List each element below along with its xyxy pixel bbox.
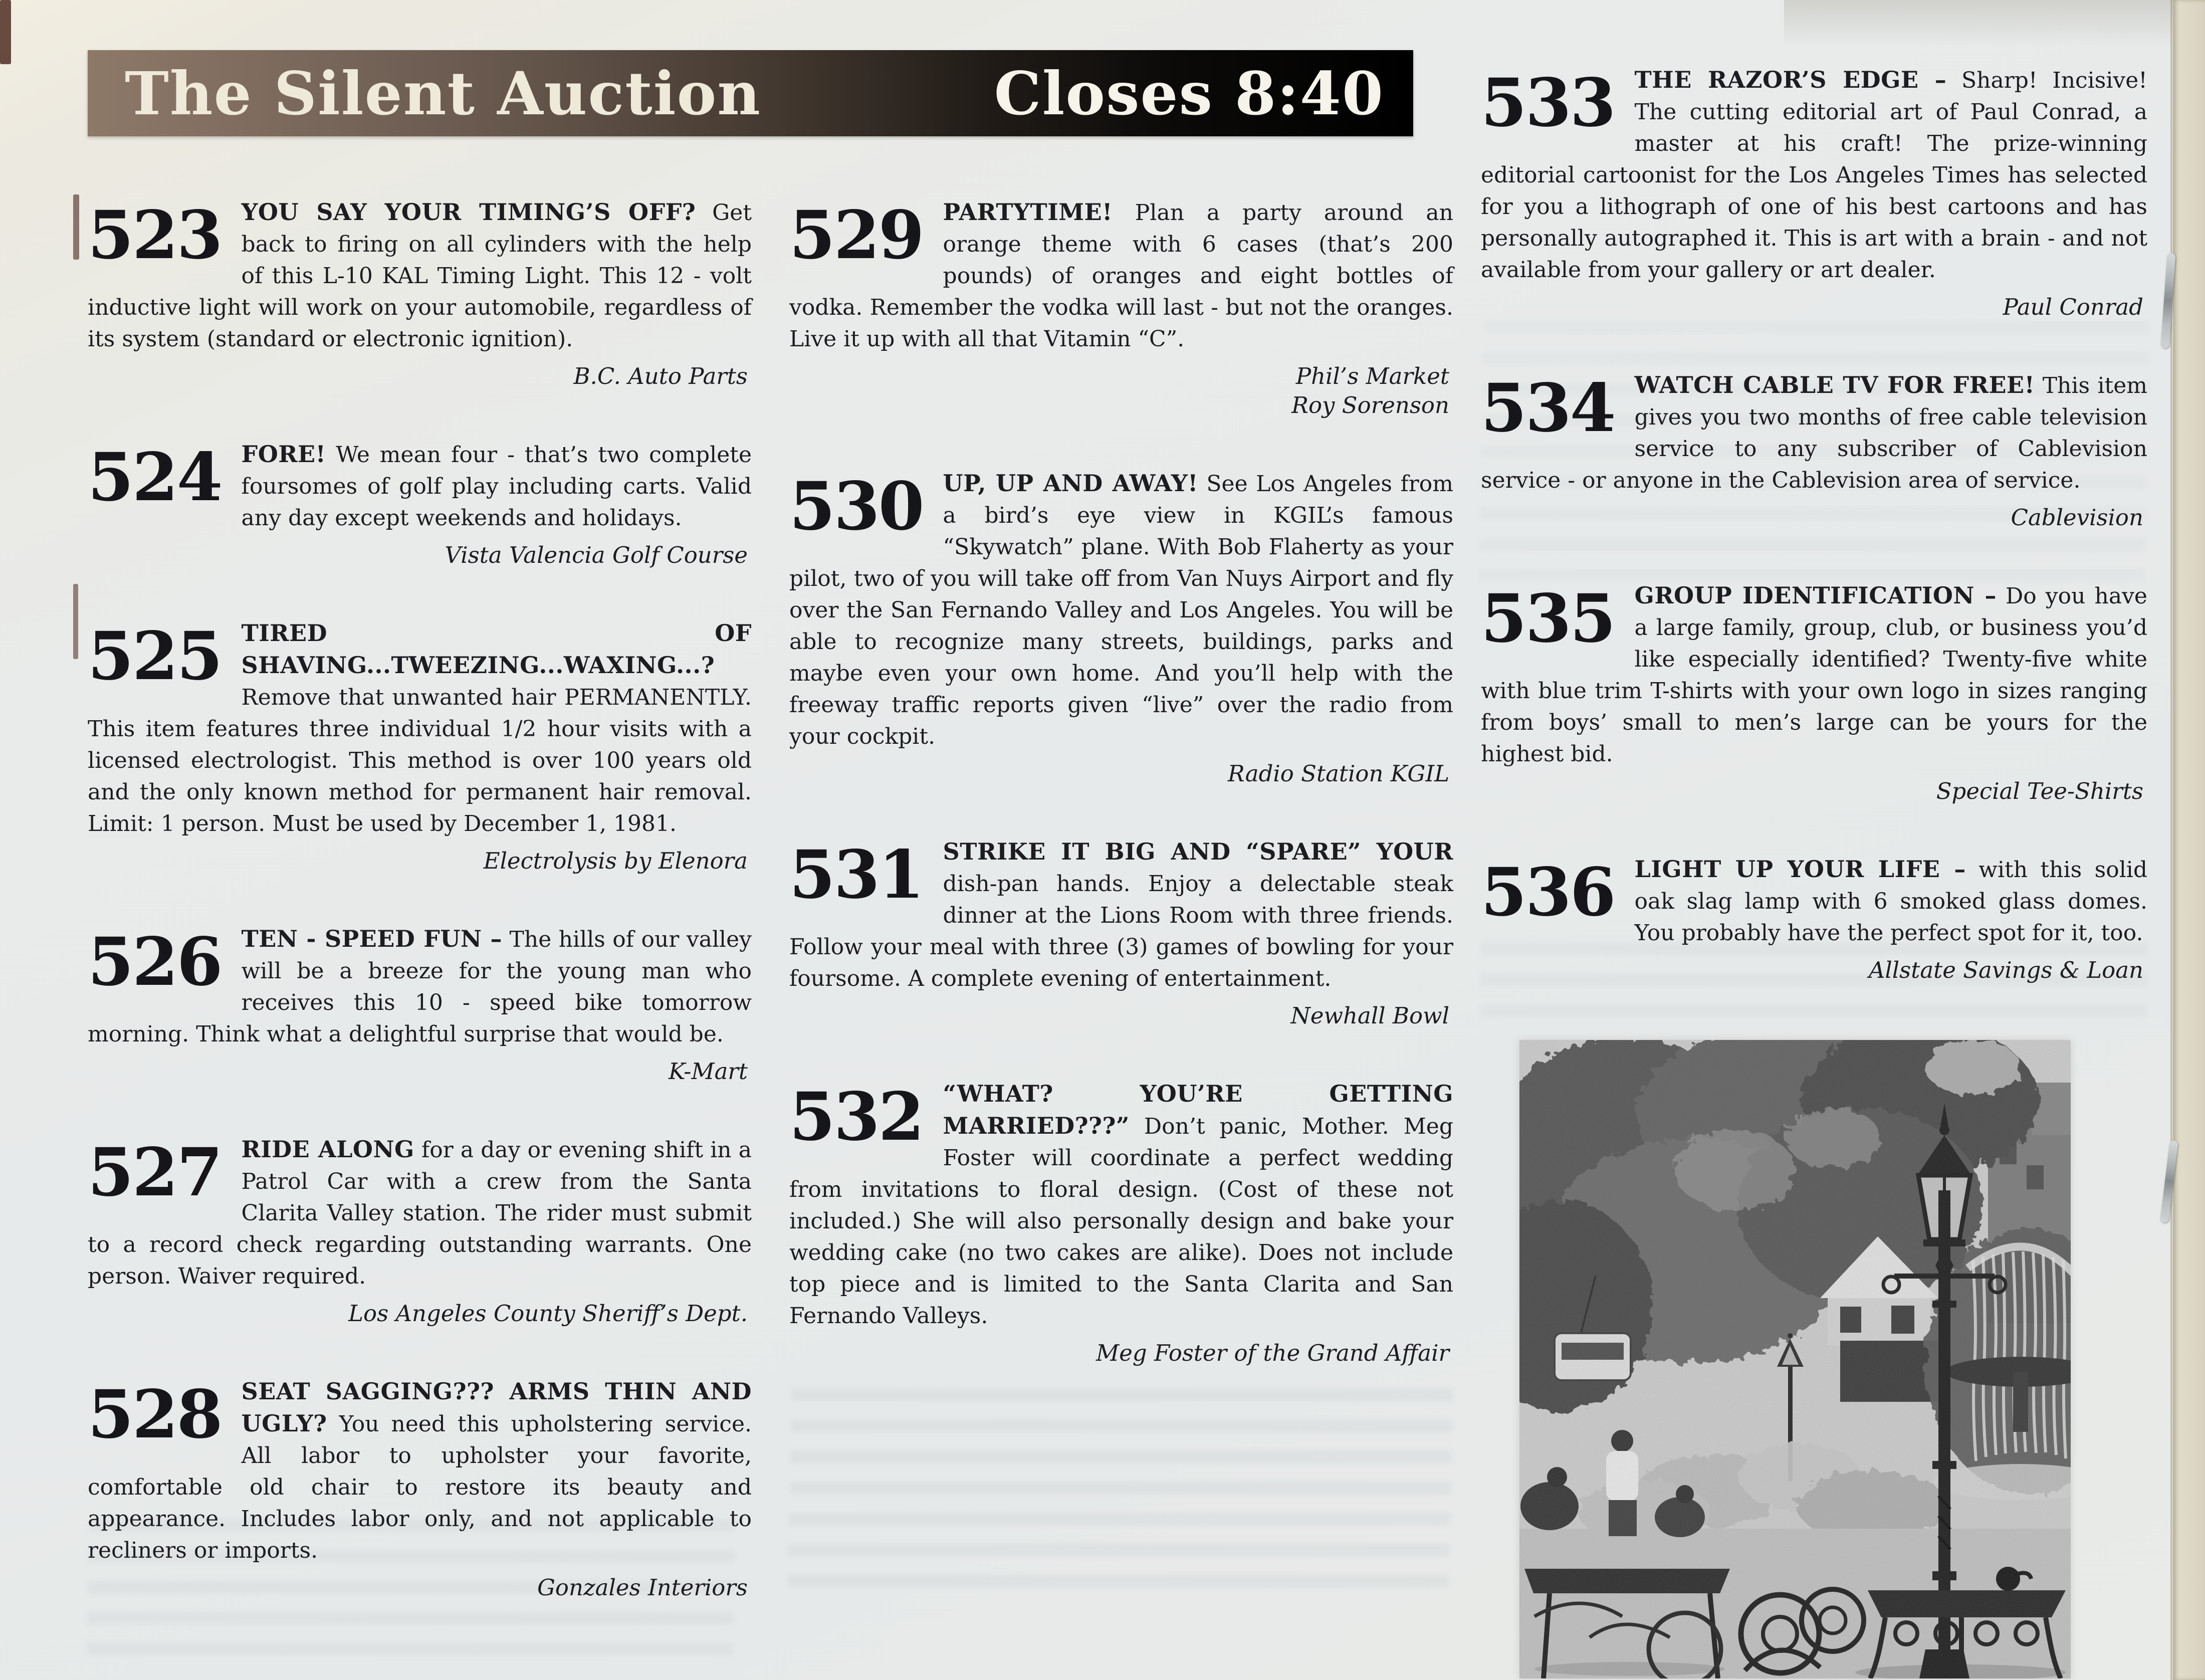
item-number: 528 bbox=[88, 1376, 222, 1453]
scan-corner-shadow bbox=[1784, 0, 2205, 48]
item-headline: GROUP IDENTIFICATION – bbox=[1634, 582, 1997, 609]
item-headline: RIDE ALONG bbox=[241, 1136, 414, 1163]
item-text bbox=[1481, 369, 2147, 496]
page-fold-line bbox=[2170, 0, 2172, 1680]
auction-item-534 bbox=[1481, 369, 2147, 532]
item-attribution: Gonzales Interiors bbox=[537, 1574, 748, 1601]
scan-edge-artifact bbox=[73, 194, 79, 260]
item-description: Remove that unwanted hair PERMANENTLY. This item features three individual 1/2 hour visits with a licensed electrologist. This method is over 100 years old and the only known method for permanent hair removal. Limit: 1 person. Must be used by December 1, 1981. bbox=[88, 685, 752, 836]
auction-item-535 bbox=[1481, 580, 2147, 806]
item-headline: SEAT SAGGING??? ARMS THIN AND UGLY? bbox=[241, 1378, 752, 1437]
item-text bbox=[789, 836, 1453, 994]
item-headline: THE RAZOR’S EDGE – bbox=[1634, 66, 1947, 93]
auction-item-536 bbox=[1481, 854, 2147, 985]
item-description: See Los Angeles from a bird’s eye view in KGIL’s famous “Skywatch” plane. With Bob Flaherty as your pilot, two of you will take off from Van Nuys Airport and fly over the San Fernando Valley and Los Angeles. You will be able to recognize many streets, buildings, parks and maybe even your own home. And you’ll help with the freeway traffic reports given “live” over the radio from your cockpit. bbox=[789, 471, 1453, 749]
column-1 bbox=[88, 196, 752, 1650]
item-number: 526 bbox=[88, 923, 222, 1001]
outdoor-cafe-fountain-photo bbox=[1519, 1040, 2071, 1678]
item-number: 532 bbox=[789, 1078, 923, 1156]
scan-edge-artifact bbox=[0, 0, 11, 64]
bleed-through-text bbox=[787, 1388, 1453, 1604]
item-headline: FORE! bbox=[241, 441, 326, 468]
auction-item-526 bbox=[88, 923, 752, 1086]
item-description: with this solid oak slag lamp with 6 smoked glass domes. You probably have the perfect spot for it, too. bbox=[1634, 857, 2148, 946]
item-attribution-2: Roy Sorenson bbox=[1291, 392, 1449, 418]
item-description: You need this upholstering service. All labor to upholster your favorite, comfortable old chair to restore its beauty and appearance. Includes labor only, and not applicable to recliners or imports. bbox=[88, 1411, 752, 1563]
item-headline: TIRED OF SHAVING...TWEEZING...WAXING...? bbox=[241, 619, 752, 679]
column-2 bbox=[789, 196, 1453, 1415]
item-text bbox=[789, 1078, 1453, 1332]
item-text bbox=[88, 439, 752, 534]
item-description: dish-pan hands. Enjoy a delectable steak dinner at the Lions Room with three friends. Follow your meal with three (3) games of bowling for your foursome. A complete evening of entertainment. bbox=[789, 871, 1453, 991]
item-headline: LIGHT UP YOUR LIFE – bbox=[1634, 856, 1966, 883]
item-number: 534 bbox=[1481, 369, 1615, 447]
item-attribution: Newhall Bowl bbox=[1290, 1002, 1449, 1029]
item-attribution: Phil’s Market bbox=[1295, 363, 1449, 389]
item-description: Do you have a large family, group, club, or business you’d like especially identified? Twenty-five white with blue trim T-shirts with your own logo in sizes ranging from boys’ small to men’s large can be yours for the highest bid. bbox=[1481, 583, 2147, 767]
item-headline: TEN - SPEED FUN – bbox=[241, 925, 503, 952]
auction-item-525 bbox=[88, 617, 752, 876]
item-headline: “WHAT? YOU’RE GETTING MARRIED???” bbox=[943, 1080, 1453, 1139]
item-headline: STRIKE IT BIG AND “SPARE” YOUR bbox=[943, 838, 1453, 865]
item-attribution: B.C. Auto Parts bbox=[573, 363, 748, 389]
item-headline: WATCH CABLE TV FOR FREE! bbox=[1634, 371, 2035, 398]
item-attribution: Meg Foster of the Grand Affair bbox=[1096, 1340, 1449, 1366]
item-text bbox=[88, 196, 752, 355]
item-description: The hills of our valley will be a breeze for the young man who receives this 10 - speed bike tomorrow morning. Think what a delightful surprise that would be. bbox=[88, 927, 752, 1047]
item-text bbox=[789, 196, 1453, 355]
item-attribution: Special Tee-Shirts bbox=[1936, 778, 2143, 804]
item-number: 533 bbox=[1481, 64, 1615, 142]
item-text bbox=[1481, 854, 2147, 949]
item-headline: PARTYTIME! bbox=[943, 198, 1113, 226]
item-number: 527 bbox=[88, 1134, 222, 1211]
item-attribution: Los Angeles County Sheriff’s Dept. bbox=[348, 1300, 748, 1327]
item-text bbox=[1481, 580, 2147, 770]
auction-item-532 bbox=[789, 1078, 1453, 1368]
item-text bbox=[88, 923, 752, 1050]
item-number: 524 bbox=[88, 439, 222, 516]
auction-item-528 bbox=[88, 1376, 752, 1602]
item-attribution: Cablevision bbox=[2011, 504, 2143, 531]
item-description: Plan a party around an orange theme with 6 cases (that’s 200 pounds) of oranges and eight bottles of vodka. Remember the vodka will last - but not the oranges. Live it up with all that Vitamin “C”. bbox=[789, 200, 1453, 352]
item-headline: YOU SAY YOUR TIMING’S OFF? bbox=[241, 198, 696, 226]
item-description: for a day or evening shift in a Patrol Car with a crew from the Santa Clarita Valley station. The rider must submit to a record check regarding outstanding warrants. One person. Waiver required. bbox=[88, 1137, 752, 1289]
item-number: 529 bbox=[789, 196, 923, 274]
item-number: 536 bbox=[1481, 854, 1615, 931]
item-text bbox=[1481, 64, 2147, 286]
item-number: 525 bbox=[88, 617, 222, 695]
auction-item-530 bbox=[789, 468, 1453, 788]
item-headline: UP, UP AND AWAY! bbox=[943, 470, 1198, 497]
item-attribution: Radio Station KGIL bbox=[1227, 760, 1449, 787]
auction-item-523 bbox=[88, 196, 752, 391]
item-description: This item gives you two months of free cable television service to any subscriber of Cablevision service - or anyone in the Cablevision area of service. bbox=[1481, 373, 2147, 493]
item-number: 523 bbox=[88, 196, 222, 274]
item-number: 531 bbox=[789, 836, 923, 914]
auction-item-533 bbox=[1481, 64, 2147, 322]
auction-item-531 bbox=[789, 836, 1453, 1030]
item-text bbox=[88, 617, 752, 839]
item-description: Sharp! Incisive! The cutting editorial art of Paul Conrad, a master at his craft! The prize-winning editorial cartoonist for the Los Angeles Times has selected for you a lithograph of one of his best cartoons and has personally autographed it. This is art with a brain - and not available from your gallery or art dealer. bbox=[1481, 68, 2147, 283]
page-title: The Silent Auction bbox=[125, 58, 762, 128]
item-attribution: K-Mart bbox=[668, 1058, 748, 1085]
auction-item-527 bbox=[88, 1134, 752, 1328]
item-description: Don’t panic, Mother. Meg Foster will coordinate a perfect wedding from invitations to floral design. (Cost of these not included.) She will also personally design and bake your wedding cake (no two cakes are alike). Does not include top piece and is limited to the Santa Clarita and San Fernando Valleys. bbox=[789, 1114, 1453, 1329]
item-description: We mean four - that’s two complete foursomes of golf play including carts. Valid any day except weekends and holidays. bbox=[241, 442, 752, 531]
item-description: Get back to firing on all cylinders with the help of this L-10 KAL Timing Light. This 12 - volt inductive light will work on your automobile, regardless of its system (standard or electronic ignition). bbox=[88, 200, 752, 352]
column-3 bbox=[1481, 64, 2147, 1032]
item-number: 530 bbox=[789, 468, 923, 545]
item-text bbox=[88, 1134, 752, 1292]
header-banner bbox=[88, 50, 1413, 136]
item-attribution: Allstate Savings & Loan bbox=[1868, 957, 2143, 983]
item-number: 535 bbox=[1481, 580, 1615, 658]
scan-edge-artifact bbox=[73, 584, 78, 659]
item-attribution: Vista Valencia Golf Course bbox=[445, 542, 748, 568]
closing-time-label: Closes 8:40 bbox=[994, 58, 1384, 128]
item-attribution: Electrolysis by Elenora bbox=[483, 848, 748, 874]
item-text bbox=[789, 468, 1453, 752]
item-attribution: Paul Conrad bbox=[2003, 294, 2143, 320]
page-right-edge bbox=[2173, 0, 2205, 1680]
auction-item-529 bbox=[789, 196, 1453, 420]
auction-item-524 bbox=[88, 439, 752, 570]
item-text bbox=[88, 1376, 752, 1566]
